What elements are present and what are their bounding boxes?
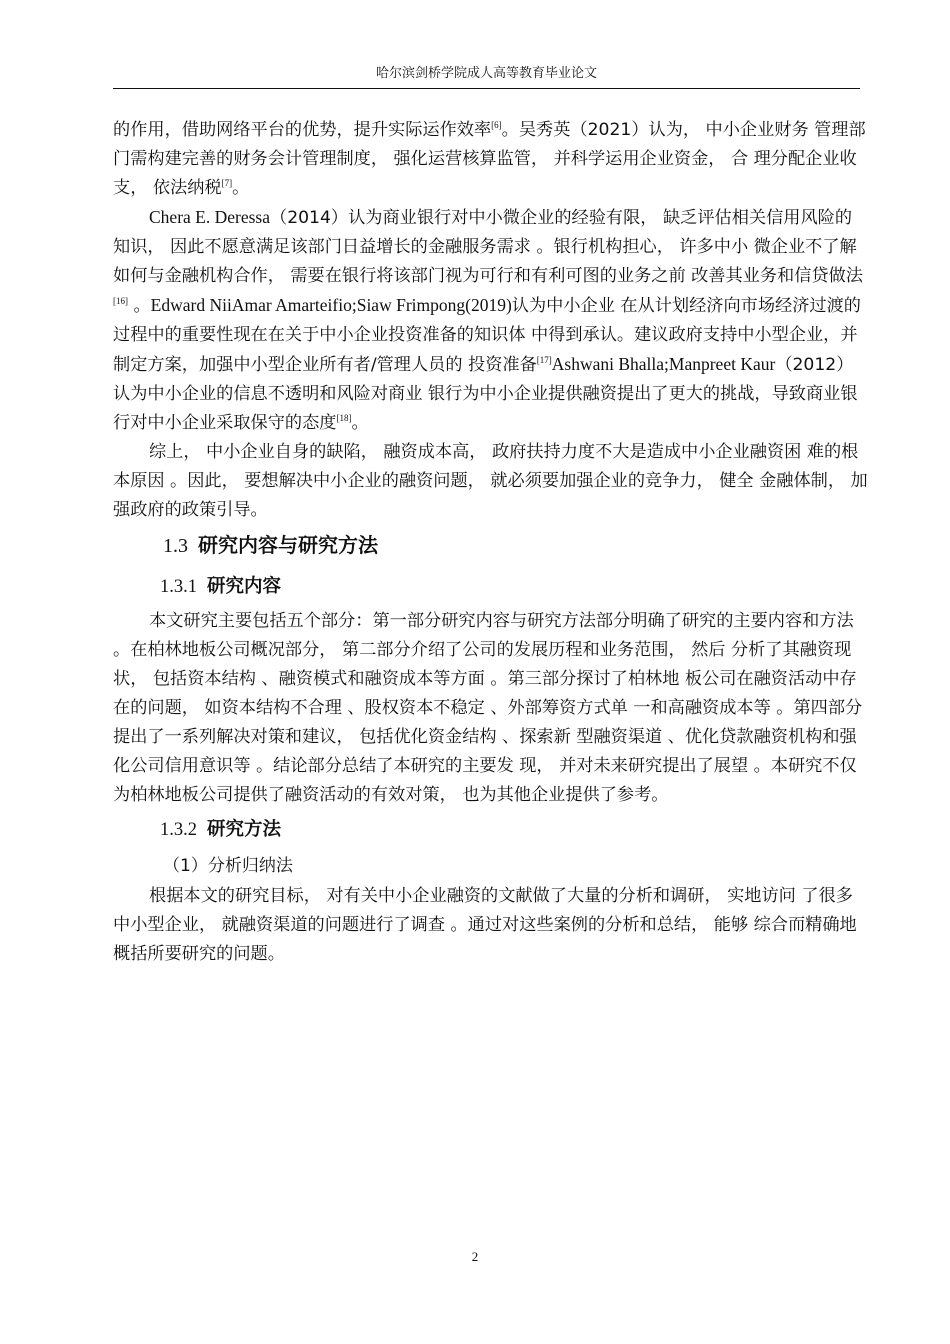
paragraph-4: 本文研究主要包括五个部分：第一部分研究内容与研究方法部分明确了研究的主要内容和方法 。在柏林地板公司概况部分， 第二部分介绍了公司的发展历程和业务范围， 然后 分析了其融资现状， 包括资本结构 、融资模式和融资成本等方面 。第三部分探讨了柏林地 板公司在融资活动中存在的问题， 如资本结构不合理 、股权资本不稳定 、外部筹资方式单 一和高融资成本等 。第四部分提出了一系列解决对策和建议， 包括优化资金结构 、探索新 型融资渠道 、优化贷款融资机构和强化公司信用意识等 。结论部分总结了本研究的主要发 现， 并对未来研究提出了展望 。本研究不仅为柏林地板公司提供了融资活动的有效对策， 也为其他企业提供了参考。 [113, 611, 863, 805]
paragraph-5: 根据本文的研究目标， 对有关中小企业融资的文献做了大量的分析和调研， 实地访问 了很多中小型企业， 就融资渠道的问题进行了调查 。通过对这些案例的分析和总结， 能够 综合而精确地概括所要研究的问题。 [113, 886, 857, 964]
paragraph-1 [113, 116, 868, 203]
page-number: 2 [471, 1249, 479, 1264]
citation-7: [7] [221, 178, 233, 188]
subsection-heading [160, 567, 868, 607]
section-title: 研究内容与研究方法 [198, 533, 378, 557]
text-run: 的作用，借助网络平台的优势，提升实际运作效率 [113, 120, 492, 140]
citation-17: [17] [536, 355, 552, 365]
subsection-heading [160, 810, 868, 850]
text-run: 。 [128, 296, 151, 316]
page-body [113, 116, 868, 969]
header-title: 哈尔滨剑桥学院成人高等教育毕业论文 [375, 66, 597, 81]
text-run: 。 [351, 413, 369, 433]
page-header [113, 64, 860, 89]
subsection-number: 1.3.1 [160, 577, 197, 597]
method-heading: （1）分析归纳法 [163, 856, 293, 876]
text-run: 。 [232, 178, 250, 198]
citation-6: [6] [491, 120, 502, 130]
section-heading [163, 527, 868, 567]
subsection-number: 1.3.2 [160, 820, 197, 840]
citation-18: [18] [336, 413, 352, 423]
paragraph-3: 综上， 中小企业自身的缺陷， 融资成本高， 政府扶持力度不大是造成中小企业融资困 难的根本原因 。因此， 要想解决中小企业的融资问题， 就必须要加强企业的竞争力， 健全 金融体制， 加强政府的政策引导。 [113, 442, 868, 520]
paragraph-2 [113, 203, 868, 438]
text-run: （2014）认为商业银行对中小微企业的经验有限， 缺乏评估相关信用风险的知识， 因此不愿意满足该部门日益增长的金融服务需求 。银行机构担心， 许多中小 微企业不了解如何与金融机构合作， 需要在银行将该部门视为可行和有利可图的业务之前 改善其业务和信贷做法 [113, 208, 863, 286]
author-name: Chera E. Deressa [149, 207, 270, 227]
author-name: Ashwani Bhalla;Manpreet Kaur [551, 354, 776, 374]
text-run: 。吴秀英（2021）认为， 中小企业财务 管理部门需构建完善的财务会计管理制度， 强化运营核算监管， 并科学运用企业资金， 合 理分配企业收支， 依法纳税 [113, 120, 866, 198]
subsection-title: 研究方法 [207, 819, 282, 840]
subsection-title: 研究内容 [207, 576, 282, 597]
text-run: 认为中小企业 在从计划经济向市场经济过渡的过程中的重要性现在在关于中小企业投资准备的知识体 中得到承认。建议政府支持中小型企业，并制定方案，加强中小型企业所有者/管理人员的 投资准备 [113, 296, 861, 375]
text-run: （2012）认为中小企业的信息不透明和风险对商业 银行为中小企业提供融资提出了更大的挑战，导致商业银行对中小企业采取保守的态度 [113, 355, 858, 433]
author-name: Edward NiiAmar Amarteifio;Siaw Frimpong(2019) [150, 295, 512, 315]
citation-16: [16] [113, 296, 128, 306]
section-number: 1.3 [163, 535, 188, 557]
